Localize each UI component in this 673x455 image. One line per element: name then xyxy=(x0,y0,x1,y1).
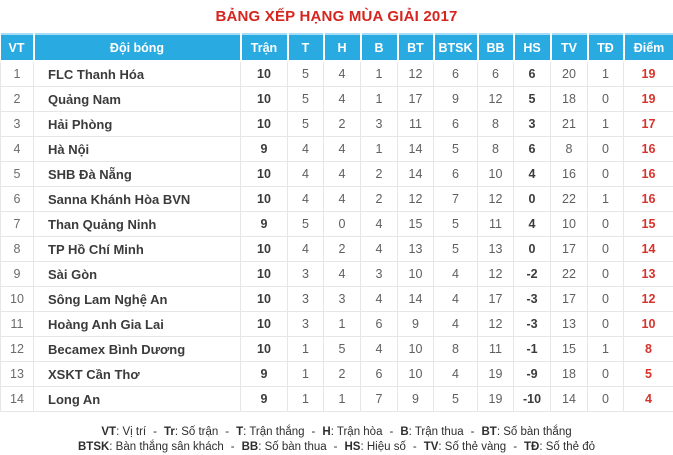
cell-td: 0 xyxy=(588,162,624,187)
cell-hs: -3 xyxy=(514,312,551,337)
cell-b: 4 xyxy=(361,337,398,362)
cell-t: 5 xyxy=(288,112,324,137)
cell-bt: 10 xyxy=(398,337,434,362)
cell-bt: 15 xyxy=(398,212,434,237)
cell-h: 4 xyxy=(324,187,361,212)
cell-team: Becamex Bình Dương xyxy=(34,337,241,362)
cell-bb: 12 xyxy=(478,312,514,337)
cell-t: 4 xyxy=(288,162,324,187)
cell-b: 3 xyxy=(361,262,398,287)
cell-bb: 11 xyxy=(478,337,514,362)
legend-separator: - xyxy=(389,426,393,438)
table-row xyxy=(1,212,673,237)
cell-bb: 19 xyxy=(478,362,514,387)
cell-b: 3 xyxy=(361,112,398,137)
cell-tran: 10 xyxy=(241,187,288,212)
legend-desc: : Số thẻ đỏ xyxy=(539,441,595,453)
table-row xyxy=(1,362,673,387)
cell-td: 0 xyxy=(588,237,624,262)
cell-bt: 14 xyxy=(398,162,434,187)
legend-separator: - xyxy=(334,441,338,453)
cell-bt: 9 xyxy=(398,387,434,412)
cell-hs: 6 xyxy=(514,137,551,162)
cell-b: 4 xyxy=(361,212,398,237)
cell-h: 0 xyxy=(324,212,361,237)
cell-bb: 10 xyxy=(478,162,514,187)
cell-tv: 22 xyxy=(551,262,588,287)
cell-h: 5 xyxy=(324,337,361,362)
page-title: BẢNG XẾP HẠNG MÙA GIẢI 2017 xyxy=(0,0,673,33)
cell-t: 4 xyxy=(288,137,324,162)
cell-team: Hoàng Anh Gia Lai xyxy=(34,312,241,337)
cell-btsk: 4 xyxy=(434,287,478,312)
cell-team: FLC Thanh Hóa xyxy=(34,61,241,87)
table-row xyxy=(1,112,673,137)
cell-vt: 4 xyxy=(1,137,34,162)
cell-t: 1 xyxy=(288,362,324,387)
cell-tran: 9 xyxy=(241,212,288,237)
cell-h: 4 xyxy=(324,262,361,287)
cell-diem: 16 xyxy=(624,187,673,212)
cell-hs: 4 xyxy=(514,212,551,237)
cell-btsk: 8 xyxy=(434,337,478,362)
cell-td: 0 xyxy=(588,387,624,412)
legend-separator: - xyxy=(231,441,235,453)
cell-b: 7 xyxy=(361,387,398,412)
standings-body xyxy=(1,61,673,412)
table-row xyxy=(1,162,673,187)
cell-tran: 10 xyxy=(241,262,288,287)
cell-hs: 6 xyxy=(514,61,551,87)
cell-btsk: 5 xyxy=(434,237,478,262)
cell-vt: 11 xyxy=(1,312,34,337)
table-row xyxy=(1,312,673,337)
cell-tv: 18 xyxy=(551,362,588,387)
cell-vt: 8 xyxy=(1,237,34,262)
legend-separator: - xyxy=(413,441,417,453)
col-header-hs: HS xyxy=(514,34,551,61)
table-row xyxy=(1,287,673,312)
cell-tv: 21 xyxy=(551,112,588,137)
cell-b: 1 xyxy=(361,61,398,87)
cell-hs: -3 xyxy=(514,287,551,312)
cell-tv: 16 xyxy=(551,162,588,187)
col-header-bt: BT xyxy=(398,34,434,61)
cell-b: 2 xyxy=(361,162,398,187)
legend-desc: : Trận hòa xyxy=(331,426,383,438)
cell-tv: 10 xyxy=(551,212,588,237)
cell-tran: 10 xyxy=(241,287,288,312)
cell-h: 4 xyxy=(324,87,361,112)
header-row xyxy=(1,34,673,61)
cell-btsk: 4 xyxy=(434,312,478,337)
cell-vt: 5 xyxy=(1,162,34,187)
cell-bb: 6 xyxy=(478,61,514,87)
cell-t: 5 xyxy=(288,61,324,87)
legend-desc: : Số bàn thua xyxy=(258,441,326,453)
cell-bb: 11 xyxy=(478,212,514,237)
cell-diem: 19 xyxy=(624,61,673,87)
cell-team: Quảng Nam xyxy=(34,87,241,112)
cell-btsk: 9 xyxy=(434,87,478,112)
cell-bb: 19 xyxy=(478,387,514,412)
legend-separator: - xyxy=(513,441,517,453)
table-row xyxy=(1,262,673,287)
col-header-bb: BB xyxy=(478,34,514,61)
cell-h: 2 xyxy=(324,237,361,262)
cell-b: 1 xyxy=(361,137,398,162)
cell-tran: 9 xyxy=(241,362,288,387)
cell-btsk: 6 xyxy=(434,162,478,187)
cell-team: Hải Phòng xyxy=(34,112,241,137)
cell-hs: -2 xyxy=(514,262,551,287)
cell-btsk: 5 xyxy=(434,387,478,412)
legend-desc: : Bàn thắng sân khách xyxy=(109,441,223,453)
cell-t: 4 xyxy=(288,187,324,212)
cell-b: 6 xyxy=(361,312,398,337)
cell-bt: 9 xyxy=(398,312,434,337)
legend-separator: - xyxy=(471,426,475,438)
cell-tran: 10 xyxy=(241,237,288,262)
cell-tv: 17 xyxy=(551,237,588,262)
cell-b: 2 xyxy=(361,187,398,212)
cell-hs: -1 xyxy=(514,337,551,362)
cell-h: 4 xyxy=(324,61,361,87)
legend-desc: : Số thẻ vàng xyxy=(438,441,506,453)
col-header-h: H xyxy=(324,34,361,61)
table-row xyxy=(1,187,673,212)
cell-team: SHB Đà Nẵng xyxy=(34,162,241,187)
cell-team: Sài Gòn xyxy=(34,262,241,287)
cell-bb: 8 xyxy=(478,112,514,137)
cell-h: 1 xyxy=(324,387,361,412)
cell-hs: 0 xyxy=(514,237,551,262)
cell-diem: 16 xyxy=(624,162,673,187)
legend-abbr: Tr xyxy=(164,426,175,438)
cell-team: TP Hồ Chí Minh xyxy=(34,237,241,262)
cell-bt: 17 xyxy=(398,87,434,112)
cell-diem: 17 xyxy=(624,112,673,137)
table-row xyxy=(1,337,673,362)
cell-diem: 8 xyxy=(624,337,673,362)
cell-bt: 14 xyxy=(398,287,434,312)
cell-vt: 12 xyxy=(1,337,34,362)
cell-vt: 13 xyxy=(1,362,34,387)
cell-td: 0 xyxy=(588,137,624,162)
cell-bt: 12 xyxy=(398,187,434,212)
cell-t: 5 xyxy=(288,87,324,112)
cell-tran: 9 xyxy=(241,387,288,412)
cell-tv: 8 xyxy=(551,137,588,162)
legend-abbr: TĐ xyxy=(524,441,539,453)
cell-bb: 12 xyxy=(478,87,514,112)
cell-hs: -10 xyxy=(514,387,551,412)
cell-btsk: 4 xyxy=(434,362,478,387)
legend-desc: : Hiệu số xyxy=(360,441,405,453)
cell-h: 1 xyxy=(324,312,361,337)
cell-h: 2 xyxy=(324,362,361,387)
cell-bb: 12 xyxy=(478,262,514,287)
cell-tv: 17 xyxy=(551,287,588,312)
cell-team: XSKT Cần Thơ xyxy=(34,362,241,387)
legend-abbr: VT xyxy=(101,426,116,438)
col-header-td: TĐ xyxy=(588,34,624,61)
cell-vt: 10 xyxy=(1,287,34,312)
legend-separator: - xyxy=(153,426,157,438)
cell-td: 1 xyxy=(588,112,624,137)
cell-t: 1 xyxy=(288,387,324,412)
cell-team: Than Quảng Ninh xyxy=(34,212,241,237)
cell-diem: 16 xyxy=(624,137,673,162)
cell-b: 4 xyxy=(361,237,398,262)
cell-diem: 4 xyxy=(624,387,673,412)
cell-btsk: 7 xyxy=(434,187,478,212)
cell-tran: 10 xyxy=(241,312,288,337)
cell-hs: 4 xyxy=(514,162,551,187)
cell-t: 3 xyxy=(288,262,324,287)
legend-desc: : Vị trí xyxy=(116,426,146,438)
cell-diem: 14 xyxy=(624,237,673,262)
cell-td: 1 xyxy=(588,187,624,212)
table-row xyxy=(1,137,673,162)
cell-hs: 3 xyxy=(514,112,551,137)
cell-btsk: 5 xyxy=(434,212,478,237)
legend-abbr: BT xyxy=(481,426,496,438)
col-header-b: B xyxy=(361,34,398,61)
legend-abbr: HS xyxy=(344,441,360,453)
cell-hs: -9 xyxy=(514,362,551,387)
cell-td: 0 xyxy=(588,262,624,287)
legend-desc: : Trận thắng xyxy=(243,426,304,438)
cell-td: 0 xyxy=(588,312,624,337)
col-header-t: T xyxy=(288,34,324,61)
cell-vt: 2 xyxy=(1,87,34,112)
cell-bb: 13 xyxy=(478,237,514,262)
cell-diem: 12 xyxy=(624,287,673,312)
cell-bt: 11 xyxy=(398,112,434,137)
cell-bt: 13 xyxy=(398,237,434,262)
cell-diem: 13 xyxy=(624,262,673,287)
legend-abbr: B xyxy=(400,426,408,438)
cell-h: 4 xyxy=(324,137,361,162)
cell-vt: 1 xyxy=(1,61,34,87)
table-row xyxy=(1,237,673,262)
cell-hs: 0 xyxy=(514,187,551,212)
cell-td: 1 xyxy=(588,337,624,362)
legend-abbr: BB xyxy=(242,441,259,453)
col-header-btsk: BTSK xyxy=(434,34,478,61)
cell-vt: 3 xyxy=(1,112,34,137)
col-header-tv: TV xyxy=(551,34,588,61)
cell-btsk: 4 xyxy=(434,262,478,287)
cell-bb: 12 xyxy=(478,187,514,212)
cell-bt: 10 xyxy=(398,262,434,287)
cell-tran: 10 xyxy=(241,112,288,137)
legend-desc: : Số bàn thắng xyxy=(497,426,572,438)
col-header-vt: VT xyxy=(1,34,34,61)
table-row xyxy=(1,387,673,412)
cell-td: 0 xyxy=(588,362,624,387)
cell-t: 1 xyxy=(288,337,324,362)
table-row xyxy=(1,61,673,87)
cell-tran: 10 xyxy=(241,162,288,187)
cell-bt: 14 xyxy=(398,137,434,162)
cell-tv: 13 xyxy=(551,312,588,337)
table-row xyxy=(1,87,673,112)
cell-h: 4 xyxy=(324,162,361,187)
cell-diem: 5 xyxy=(624,362,673,387)
standings-table xyxy=(0,33,673,412)
cell-bb: 17 xyxy=(478,287,514,312)
cell-team: Hà Nội xyxy=(34,137,241,162)
cell-tv: 15 xyxy=(551,337,588,362)
cell-tv: 18 xyxy=(551,87,588,112)
cell-b: 6 xyxy=(361,362,398,387)
col-header-diem: Điểm xyxy=(624,34,673,61)
cell-t: 4 xyxy=(288,237,324,262)
legend-separator: - xyxy=(312,426,316,438)
cell-team: Sanna Khánh Hòa BVN xyxy=(34,187,241,212)
legend-abbr: BTSK xyxy=(78,441,109,453)
cell-bt: 10 xyxy=(398,362,434,387)
cell-team: Long An xyxy=(34,387,241,412)
legend-abbr: TV xyxy=(424,441,439,453)
cell-btsk: 5 xyxy=(434,137,478,162)
cell-btsk: 6 xyxy=(434,112,478,137)
cell-td: 0 xyxy=(588,212,624,237)
cell-t: 3 xyxy=(288,287,324,312)
cell-vt: 14 xyxy=(1,387,34,412)
cell-tran: 10 xyxy=(241,87,288,112)
cell-bt: 12 xyxy=(398,61,434,87)
cell-vt: 9 xyxy=(1,262,34,287)
cell-team: Sông Lam Nghệ An xyxy=(34,287,241,312)
cell-tv: 22 xyxy=(551,187,588,212)
legend-abbr: T xyxy=(236,426,243,438)
cell-btsk: 6 xyxy=(434,61,478,87)
legend-separator: - xyxy=(225,426,229,438)
cell-diem: 10 xyxy=(624,312,673,337)
cell-bb: 8 xyxy=(478,137,514,162)
col-header-team: Đội bóng xyxy=(34,34,241,61)
cell-td: 1 xyxy=(588,61,624,87)
cell-vt: 7 xyxy=(1,212,34,237)
cell-vt: 6 xyxy=(1,187,34,212)
cell-tv: 14 xyxy=(551,387,588,412)
cell-h: 2 xyxy=(324,112,361,137)
cell-t: 5 xyxy=(288,212,324,237)
legend xyxy=(0,425,673,455)
cell-diem: 15 xyxy=(624,212,673,237)
legend-abbr: H xyxy=(322,426,330,438)
cell-t: 3 xyxy=(288,312,324,337)
cell-diem: 19 xyxy=(624,87,673,112)
cell-b: 1 xyxy=(361,87,398,112)
legend-desc: : Số trận xyxy=(175,426,218,438)
cell-tran: 9 xyxy=(241,137,288,162)
cell-td: 0 xyxy=(588,87,624,112)
cell-td: 0 xyxy=(588,287,624,312)
col-header-tran: Trận xyxy=(241,34,288,61)
cell-tran: 10 xyxy=(241,61,288,87)
cell-tv: 20 xyxy=(551,61,588,87)
cell-hs: 5 xyxy=(514,87,551,112)
legend-line-1 xyxy=(0,425,673,440)
cell-b: 4 xyxy=(361,287,398,312)
cell-tran: 10 xyxy=(241,337,288,362)
standings-header xyxy=(1,34,673,61)
cell-h: 3 xyxy=(324,287,361,312)
legend-desc: : Trận thua xyxy=(409,426,464,438)
